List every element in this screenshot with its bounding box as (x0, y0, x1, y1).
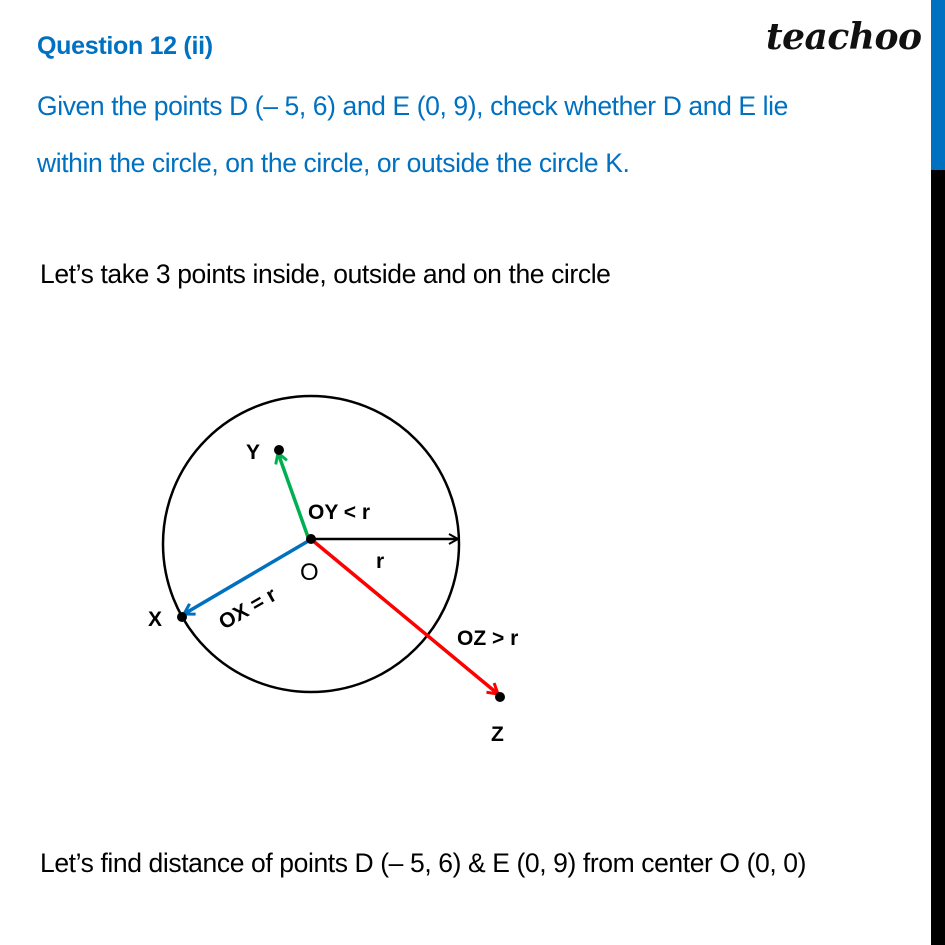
question-line-1: Given the points D (– 5, 6) and E (0, 9), check whether D and E lie (37, 91, 788, 121)
label-oz-gt-r: OZ > r (457, 627, 519, 650)
label-x: X (148, 608, 163, 631)
label-r: r (376, 550, 385, 573)
point-x (177, 612, 187, 622)
teachoo-logo: teachoo (766, 16, 922, 58)
point-z (495, 692, 505, 702)
label-o: O (300, 559, 319, 586)
center-point-o (306, 534, 316, 544)
oy-arrow (278, 453, 308, 537)
footer-text: Let’s find distance of points D (– 5, 6) & E (0, 9) from center O (0, 0) (40, 848, 807, 878)
label-y: Y (246, 441, 261, 464)
side-rail-accent (931, 0, 945, 170)
question-title: Question 12 (ii) (37, 32, 213, 60)
oz-arrow (312, 540, 498, 694)
question-line-2: within the circle, on the circle, or outside the circle K. (37, 148, 630, 178)
point-y (274, 445, 284, 455)
side-rail (931, 170, 945, 945)
label-z: Z (491, 723, 504, 746)
intro-text: Let’s take 3 points inside, outside and on the circle (40, 259, 611, 289)
label-ox-eq-r: OX = r (215, 583, 281, 635)
label-oy-lt-r: OY < r (308, 501, 371, 524)
